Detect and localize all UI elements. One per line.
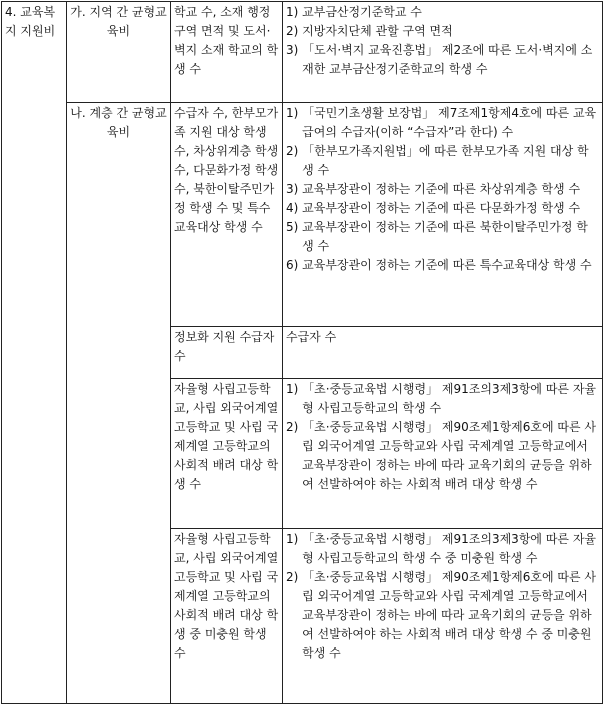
criteria-item <box>286 218 599 256</box>
indicator-cell <box>171 529 283 704</box>
item-number: 3) <box>286 43 303 57</box>
indicator-text: 자율형 사립고등학교, 사립 외국어계열 고등학교 및 사립 국제계열 고등학교의 사회적 배려 대상 학생 수 <box>174 381 279 491</box>
item-text: 수급자 수 <box>286 330 337 345</box>
criteria-item <box>286 380 599 418</box>
criteria-cell <box>283 2 603 103</box>
criteria-item <box>286 180 599 199</box>
criteria-item <box>286 199 599 218</box>
criteria-cell <box>283 529 603 704</box>
criteria-cell <box>283 327 603 379</box>
criteria-item <box>286 328 599 347</box>
item-number: 1) <box>286 532 303 547</box>
indicator-cell <box>171 2 283 103</box>
item-number: 3) <box>286 182 303 197</box>
table-row <box>2 103 603 327</box>
item-text: 교육부장관이 정하는 기준에 따른 차상위계층 학생 수 <box>302 182 581 197</box>
indicator-cell <box>171 327 283 379</box>
item-text: 교육부장관이 정하는 기준에 따른 북한이탈주민가정 학생 수 <box>302 220 588 254</box>
item-text: 「초·중등교육법 시행령」 제90조제1항제6호에 따른 사립 외국어계열 고등학교와 사립 국제계열 고등학교에서 교육부장관이 정하는 바에 따라 교육기회의 균등을 위하여 선발하여야 하는 사회적 배려 대상 학생 수 중 미충원 학생 수 <box>302 570 597 661</box>
criteria-item <box>286 3 599 22</box>
item-number: 2) <box>286 24 303 38</box>
category-label: 4. 교육복지 지원비 <box>5 5 56 38</box>
indicator-text: 자율형 사립고등학교, 사립 외국어계열 고등학교 및 사립 국제계열 고등학교의 사회적 배려 대상 학생 중 미충원 학생 수 <box>174 532 279 661</box>
item-text: 「국민기초생활 보장법」 제7조제1항제4호에 따른 교육급여의 수급자(이하 “수급자”라 한다) 수 <box>302 106 597 140</box>
subcategory-label: 가. 지역 간 균형교육비 <box>70 5 167 38</box>
table-row <box>2 2 603 103</box>
criteria-item <box>286 41 599 79</box>
subcategory-cell <box>67 103 171 704</box>
item-number: 1) <box>286 106 303 121</box>
item-text: 「초·중등교육법 시행령」 제91조의3제3항에 따른 자율형 사립고등학교의 학생 수 <box>302 381 597 415</box>
indicator-cell <box>171 378 283 528</box>
item-number: 1) <box>286 5 303 19</box>
item-number: 6) <box>286 258 303 273</box>
item-text: 「도서·벽지 교육진흥법」 제2조에 따른 도서·벽지에 소재한 교부금산정기준학교의 학생 수 <box>302 43 593 76</box>
item-text: 교육부장관이 정하는 기준에 따른 특수교육대상 학생 수 <box>302 258 592 273</box>
category-cell <box>2 2 67 704</box>
indicator-text: 학교 수, 소재 행정구역 면적 및 도서·벽지 소재 학교의 학생 수 <box>174 5 279 76</box>
item-text: 지방자치단체 관할 구역 면적 <box>302 24 453 38</box>
item-number: 2) <box>286 570 303 585</box>
criteria-cell <box>283 378 603 528</box>
criteria-item <box>286 418 599 494</box>
item-number: 2) <box>286 419 303 434</box>
indicator-text: 정보화 지원 수급자 수 <box>174 330 275 364</box>
criteria-item <box>286 104 599 142</box>
budget-criteria-table <box>1 1 603 704</box>
indicator-cell <box>171 103 283 327</box>
item-number: 4) <box>286 201 303 216</box>
criteria-cell <box>283 103 603 327</box>
indicator-text: 수급자 수, 한부모가족 지원 대상 학생 수, 차상위계층 학생 수, 다문화가정 학생 수, 북한이탈주민가정 학생 수 및 특수교육대상 학생 수 <box>174 106 279 235</box>
item-number: 2) <box>286 144 303 159</box>
subcategory-cell <box>67 2 171 103</box>
item-number: 1) <box>286 381 303 396</box>
criteria-item <box>286 256 599 275</box>
criteria-item <box>286 568 599 663</box>
item-text: 교부금산정기준학교 수 <box>302 5 422 19</box>
item-text: 「한부모가족지원법」에 따른 한부모가족 지원 대상 학생 수 <box>302 144 589 178</box>
item-text: 「초·중등교육법 시행령」 제90조제1항제6호에 따른 사립 외국어계열 고등학교와 사립 국제계열 고등학교에서 교육부장관이 정하는 바에 따라 교육기회의 균등을 위하여 선발하여야 하는 사회적 배려 대상 학생 수 <box>302 419 597 491</box>
criteria-item <box>286 22 599 41</box>
item-text: 교육부장관이 정하는 기준에 따른 다문화가정 학생 수 <box>302 201 581 216</box>
subcategory-label: 나. 계층 간 균형교육비 <box>70 106 167 140</box>
item-text: 「초·중등교육법 시행령」 제91조의3제3항에 따른 자율형 사립고등학교의 학생 수 중 미충원 학생 수 <box>302 532 597 566</box>
item-number: 5) <box>286 220 303 235</box>
criteria-item <box>286 530 599 568</box>
criteria-item <box>286 142 599 180</box>
